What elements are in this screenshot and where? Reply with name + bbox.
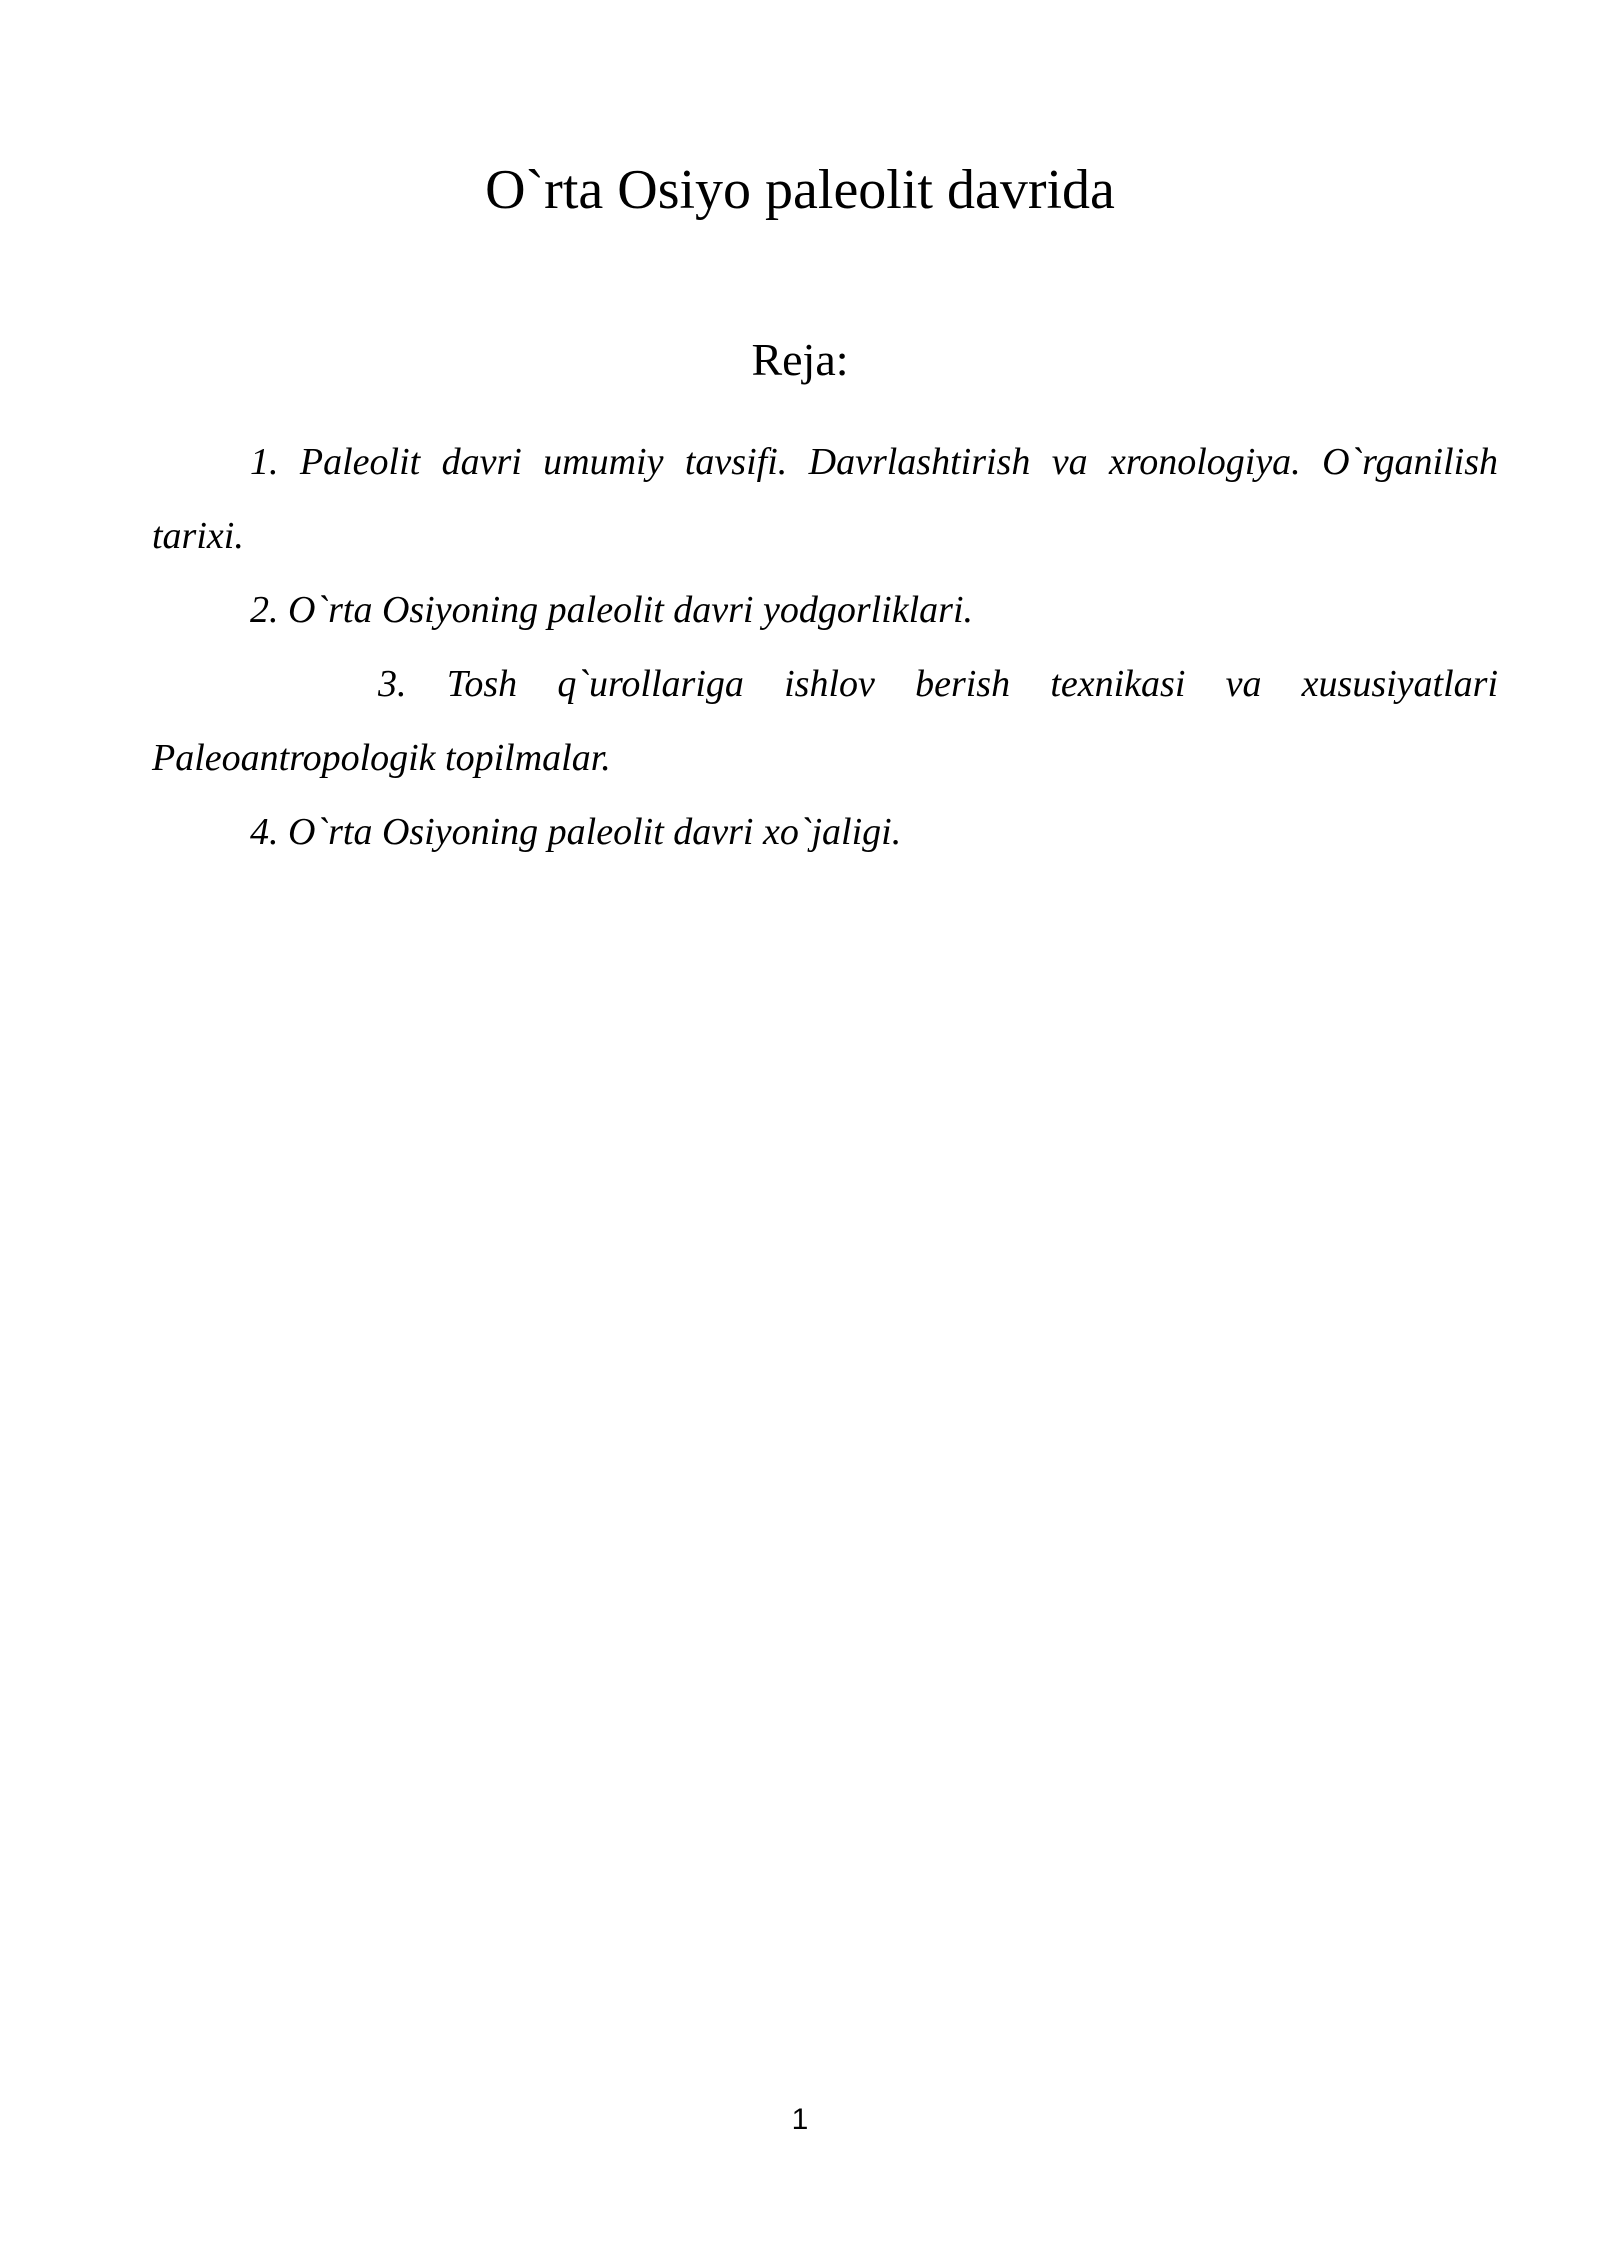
plan-list <box>152 425 1498 869</box>
document-title: O`rta Osiyo paleolit davrida <box>485 159 1115 221</box>
plan-item-number: 1. <box>250 441 279 483</box>
plan-item-text: Tosh q`urollariga ishlov berish texnikasi va xususiyatlari Paleoantropologik topilmalar. <box>152 663 1499 779</box>
plan-item-1 <box>152 425 1498 573</box>
plan-item-2 <box>152 573 1498 647</box>
plan-item-number: 4. <box>250 811 279 853</box>
plan-item-3 <box>152 647 1498 795</box>
plan-item-text: O`rta Osiyoning paleolit davri xo`jaligi. <box>288 811 902 853</box>
plan-item-4 <box>152 795 1498 869</box>
plan-item-number: 3. <box>378 663 407 705</box>
plan-item-text: O`rta Osiyoning paleolit davri yodgorliklari. <box>288 589 974 631</box>
plan-item-number: 2. <box>250 589 279 631</box>
plan-heading: Reja: <box>751 334 849 385</box>
plan-item-text: Paleolit davri umumiy tavsifi. Davrlashtirish va xronologiya. O`rganilish tarixi. <box>152 441 1499 557</box>
page-number: 1 <box>791 2103 809 2136</box>
